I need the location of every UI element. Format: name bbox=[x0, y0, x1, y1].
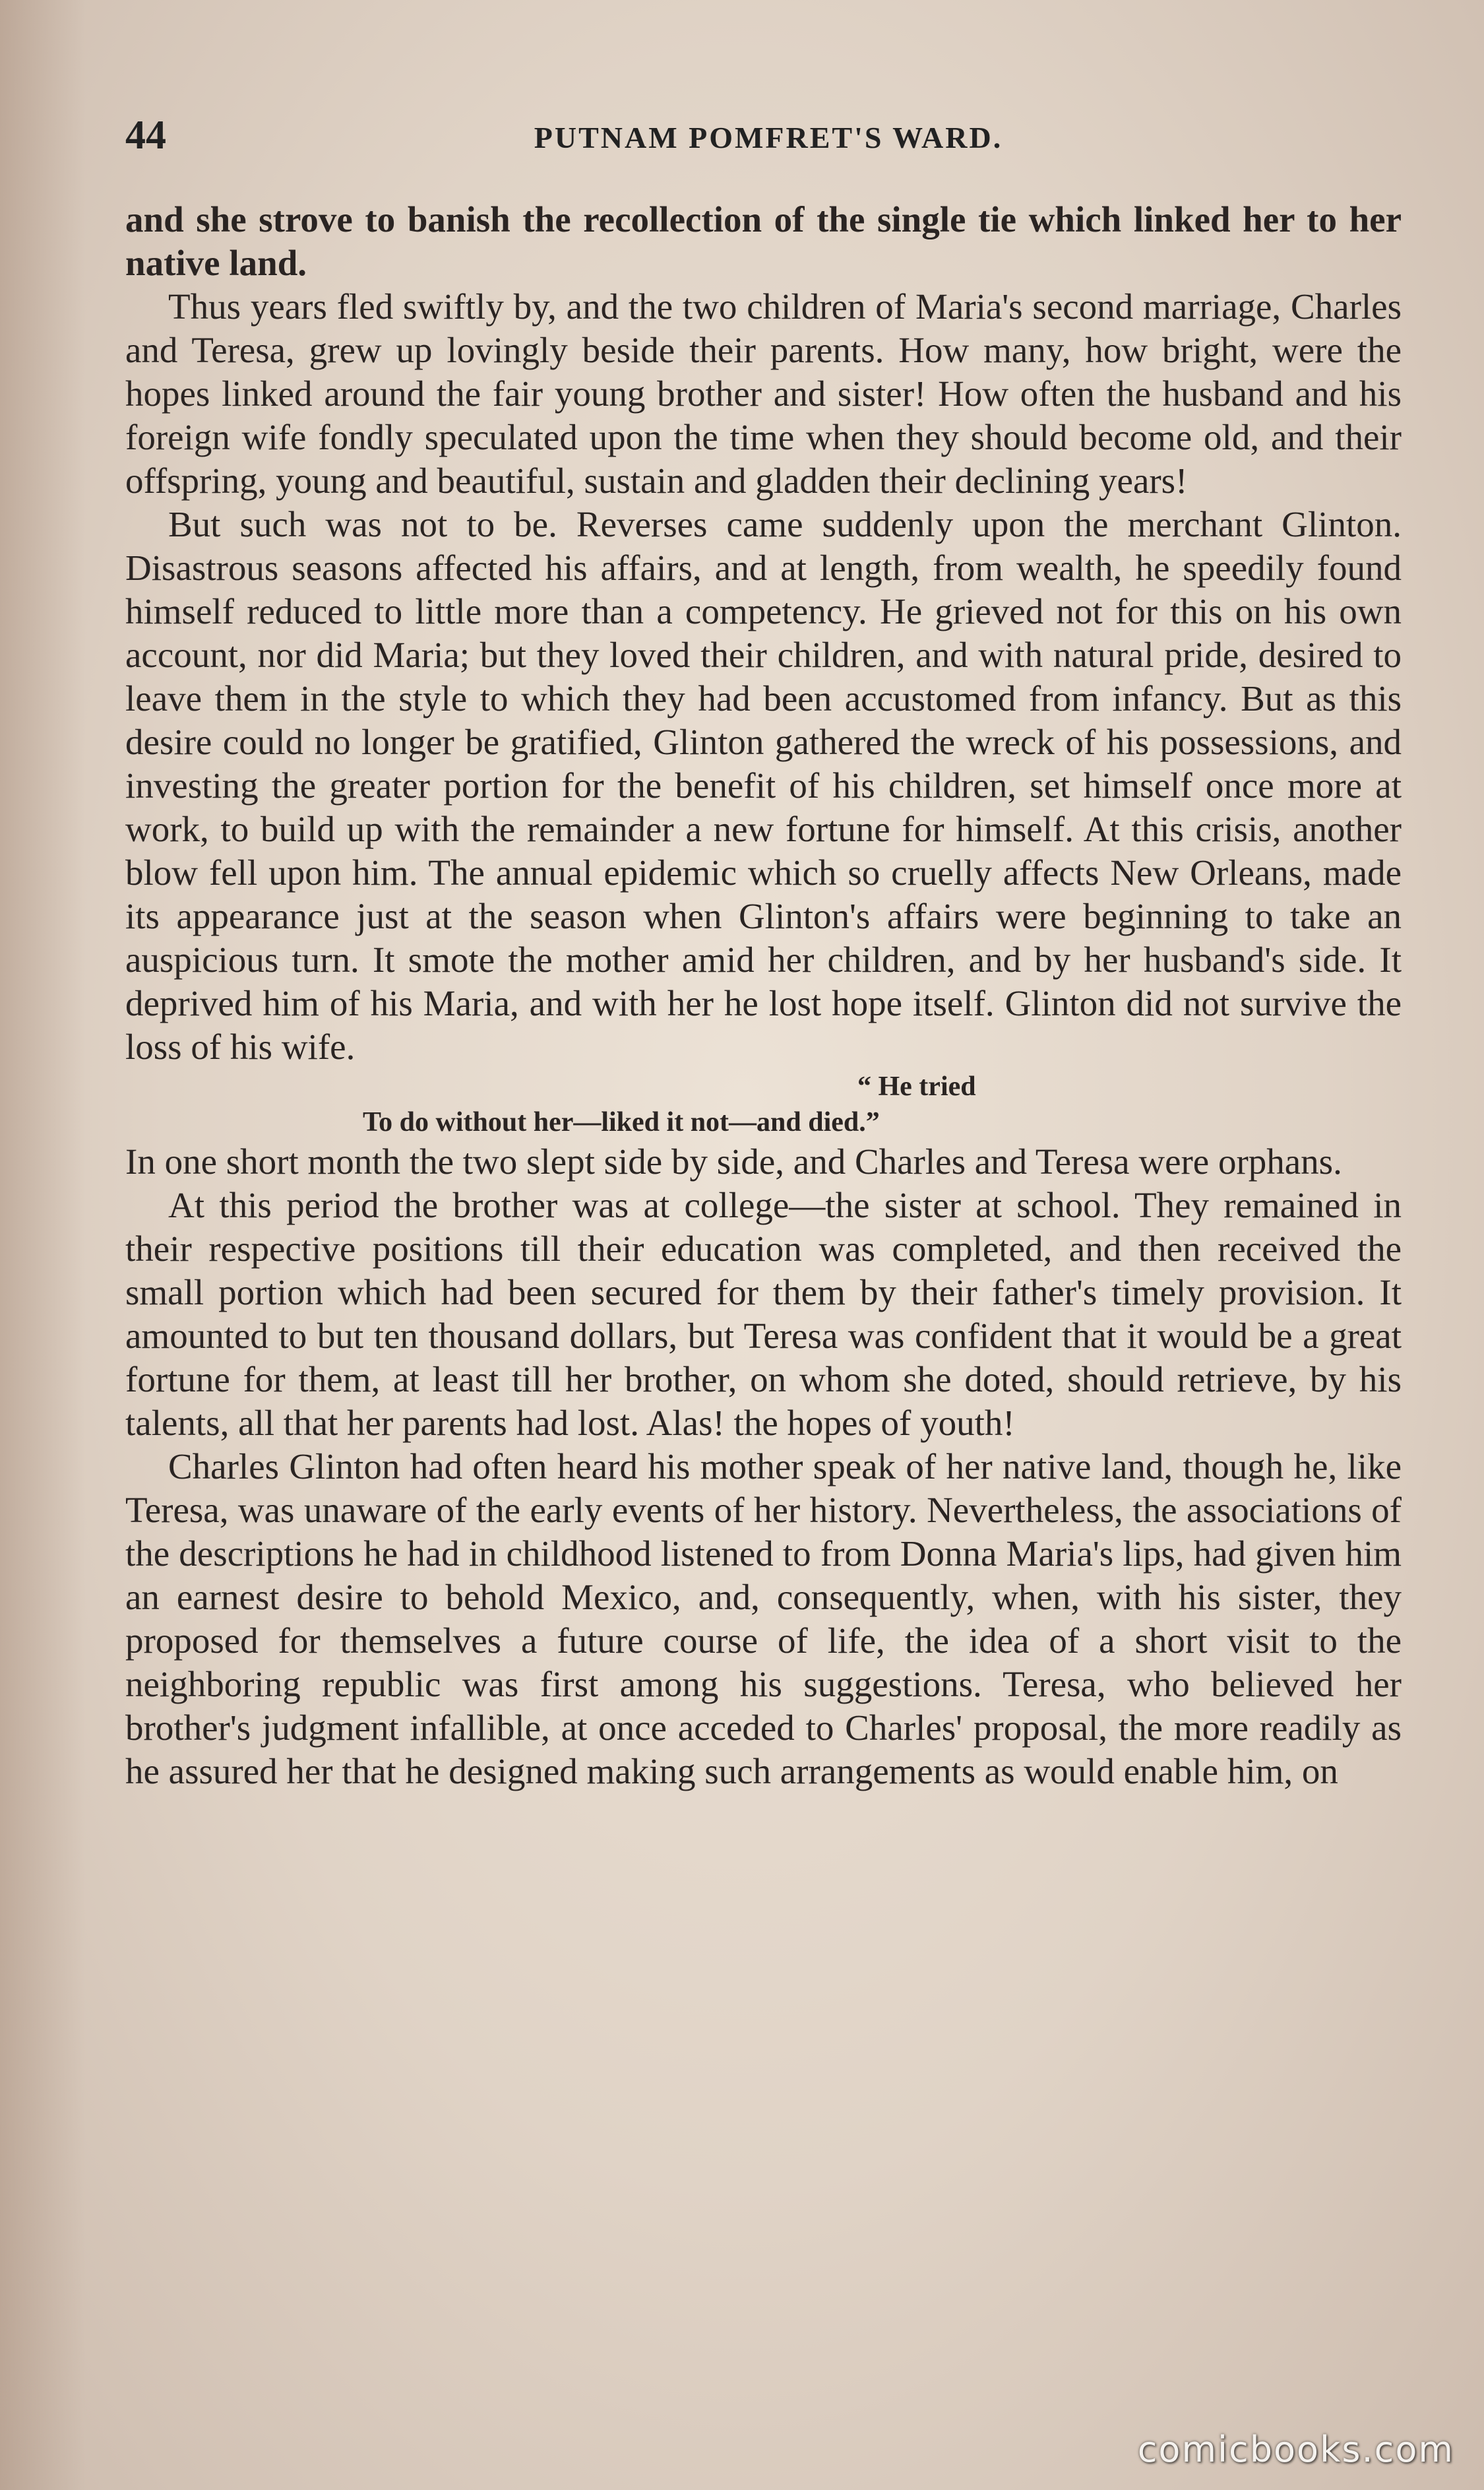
page-number: 44 bbox=[125, 113, 166, 158]
watermark: comicbooks.com bbox=[1137, 2429, 1454, 2470]
paragraph: Charles Glinton had often heard his mother speak of her native land, though he, like Teresa, was unaware of the early events of her history. Nevertheless, the associations of the descriptions he had in childhood listened to from Donna Maria's lips, had given him an earnest desire to behold Mexico, and, consequently, when, with his sister, they proposed for themselves a future course of life, the idea of a short visit to the neighboring republic was first among his suggestions. Teresa, who believed her brother's judgment infallible, at once acceded to Charles' proposal, the more readily as he assured her that he designed making such arrangements as would enable him, on bbox=[125, 1446, 1402, 1791]
paragraph: Thus years fled swiftly by, and the two children of Maria's second marriage, Charles and Teresa, grew up lovingly beside their parents. How many, how bright, were the hopes linked around the fair young brother and sister! How often the husband and his foreign wife fondly speculated upon the time when they should become old, and their offspring, young and beautiful, sustain and gladden their declining years! bbox=[125, 286, 1402, 501]
page-header bbox=[125, 112, 1411, 172]
quote-line: To do without her—liked it not—and died.” bbox=[363, 1107, 880, 1137]
paragraph: In one short month the two slept side by side, and Charles and Teresa were orphans. bbox=[125, 1141, 1342, 1182]
running-title: PUTNAM POMFRET'S WARD. bbox=[534, 121, 1003, 154]
poem-quote bbox=[125, 1069, 1402, 1140]
spine-shadow bbox=[0, 0, 86, 2490]
paragraph: and she strove to banish the recollection of the single tie which linked her to her native land. bbox=[125, 199, 1402, 283]
paragraph: At this period the brother was at college—the sister at school. They remained in their respective positions till their education was completed, and then received the small portion which had been secured for them by their father's timely provision. It amounted to but ten thousand dollars, but Teresa was confident that it would be a great fortune for them, at least till her brother, on whom she doted, should retrieve, by his talents, all that her parents had lost. Alas! the hopes of youth! bbox=[125, 1185, 1402, 1443]
quote-line: “ He tried bbox=[857, 1071, 976, 1102]
paragraph: But such was not to be. Reverses came suddenly upon the merchant Glinton. Disastrous seasons affected his affairs, and at length, from wealth, he speedily found himself reduced to little more than a competency. He grieved not for this on his own account, nor did Maria; but they loved their children, and with natural pride, desired to leave them in the style to which they had been accustomed from infancy. But as this desire could no longer be gratified, Glinton gathered the wreck of his possessions, and investing the greater portion for the benefit of his children, set himself once more at work, to build up with the remainder a new fortune for himself. At this crisis, another blow fell upon him. The annual epidemic which so cruelly affects New Orleans, made its appearance just at the season when Glinton's affairs were beginning to take an auspicious turn. It smote the mother amid her children, and by her husband's side. It deprived him of his Maria, and with her he lost hope itself. Glinton did not survive the loss of his wife. bbox=[125, 504, 1402, 1067]
body-text bbox=[125, 198, 1402, 1793]
